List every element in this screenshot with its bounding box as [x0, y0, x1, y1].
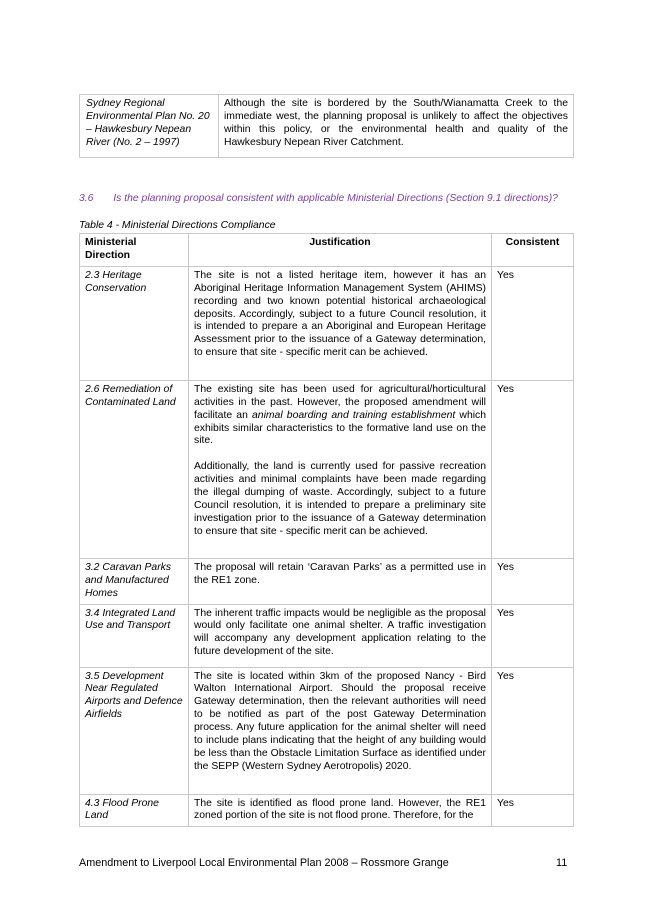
sepp-justification: Although the site is bordered by the South/Wianamatta Creek to the immediate west, the planning proposal is unlikely to affect the objectives within this policy, or the environmental health and quality of the Hawkesbury Nepean River Catchment.	[219, 95, 574, 158]
consistent-cell: Yes	[492, 266, 574, 380]
table-row	[80, 794, 574, 827]
justification-cell: The proposal will retain ‘Caravan Parks’ as a permitted use in the RE1 zone.	[189, 558, 492, 604]
ministerial-table-container	[79, 233, 574, 827]
justification-cell	[189, 380, 492, 558]
consistent-cell: Yes	[492, 604, 574, 667]
justification-cell: The site is located within 3km of the proposed Nancy - Bird Walton International Airport. Should the proposal receive Gateway determination, then the relevant authorities will need to be notified as part of the post Gateway Determination process. Any future application for the animal shelter will need to include plans indicating that the height of any building would be less than the Obstacle Limitation Surface as identified under the SEPP (Western Sydney Aerotropolis) 2020.	[189, 667, 492, 794]
direction-cell: 3.4 Integrated Land Use and Transport	[80, 604, 189, 667]
sepp-name: Sydney Regional Environmental Plan No. 20 – Hawkesbury Nepean River (No. 2 – 1997)	[80, 95, 219, 158]
table-header-row	[80, 234, 574, 267]
table-row	[80, 266, 574, 380]
section-heading	[79, 193, 599, 204]
direction-cell: 2.6 Remediation of Contaminated Land	[80, 380, 189, 558]
justification-text: The existing site has been used for agricultural/horticultural activities in the past. However, the proposed amendment will facilitate an	[194, 383, 486, 421]
header-direction: Ministerial Direction	[80, 234, 189, 267]
header-consistent: Consistent	[492, 234, 574, 267]
justification-cell: The inherent traffic impacts would be negligible as the proposal would only facilitate one animal shelter. A traffic investigation will accompany any development application relating to the future development of the site.	[189, 604, 492, 667]
consistent-cell: Yes	[492, 380, 574, 558]
table-row	[80, 604, 574, 667]
section-number: 3.6	[79, 193, 94, 204]
justification-paragraph	[194, 384, 486, 449]
table-row	[80, 667, 574, 794]
direction-cell: 3.5 Development Near Regulated Airports and Defence Airfields	[80, 667, 189, 794]
justification-text: which exhibits similar characteristics to the formative land use on the site.	[194, 409, 486, 447]
sepp-table-container	[79, 94, 574, 158]
table-row	[80, 558, 574, 604]
header-justification: Justification	[189, 234, 492, 267]
justification-paragraph: Additionally, the land is currently used for passive recreation activities and minimal complaints have been made regarding the illegal dumping of waste. Accordingly, subject to a future Council resolution, it is intended to prepare a preliminary site investigation prior to the issuance of a Gateway determination to ensure that site - specific merit can be achieved.	[194, 461, 486, 537]
justification-cell: The site is identified as flood prone land. However, the RE1 zoned portion of the site is not flood prone. Therefore, for the	[189, 794, 492, 827]
consistent-cell: Yes	[492, 667, 574, 794]
table-caption: Table 4 - Ministerial Directions Compliance	[79, 220, 276, 231]
table-row	[80, 95, 574, 158]
page-number: 11	[556, 857, 568, 869]
direction-cell: 3.2 Caravan Parks and Manufactured Homes	[80, 558, 189, 604]
direction-cell: 2.3 Heritage Conservation	[80, 266, 189, 380]
footer-title: Amendment to Liverpool Local Environmental Plan 2008 – Rossmore Grange	[79, 857, 449, 869]
section-title: Is the planning proposal consistent with applicable Ministerial Directions (Section 9.1 directions)?	[113, 193, 558, 204]
sepp-table	[79, 94, 574, 158]
consistent-cell: Yes	[492, 558, 574, 604]
table-row	[80, 380, 574, 558]
justification-emphasis: animal boarding and training establishment	[252, 409, 456, 421]
consistent-cell: Yes	[492, 794, 574, 827]
justification-cell: The site is not a listed heritage item, however it has an Aboriginal Heritage Information Management System (AHIMS) recording and two known potential historical archaeological deposits. Accordingly, subject to a future Council resolution, it is intended to prepare a an Aboriginal and European Heritage Assessment prior to the issuance of a Gateway determination, to ensure that site - specific merit can be achieved.	[189, 266, 492, 380]
direction-cell: 4.3 Flood Prone Land	[80, 794, 189, 827]
ministerial-directions-table	[79, 233, 574, 827]
